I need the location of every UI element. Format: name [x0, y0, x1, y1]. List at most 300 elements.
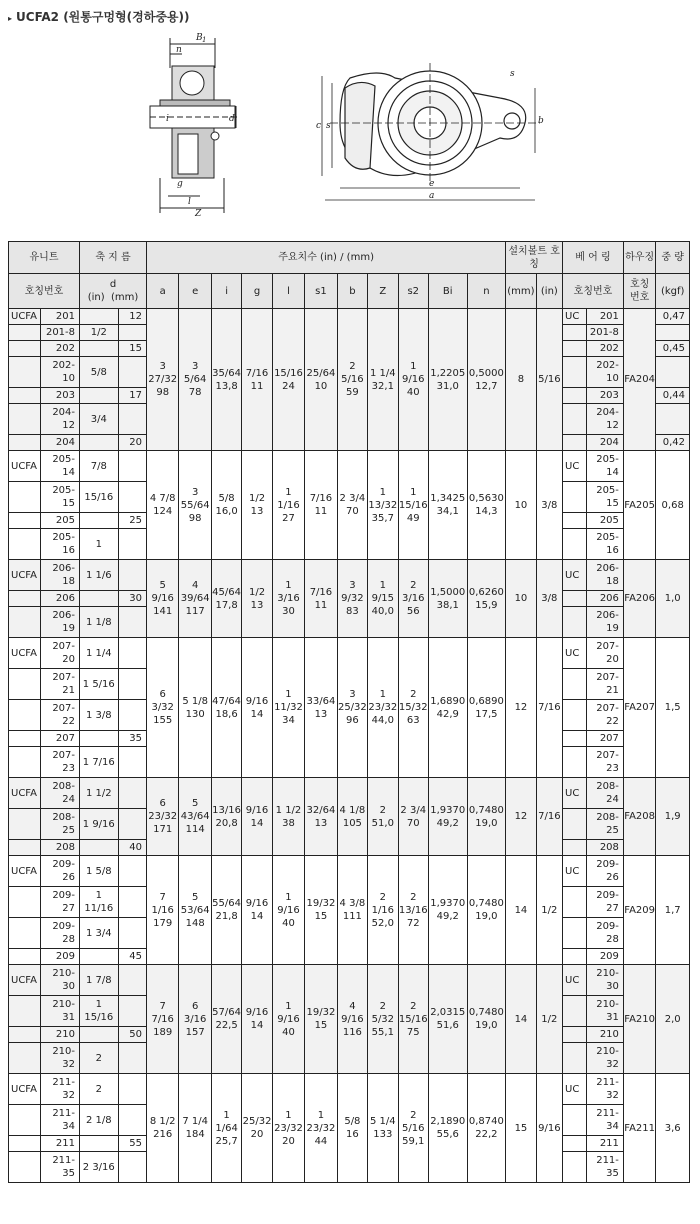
- bearing-number-cell: 206: [587, 591, 624, 607]
- bearing-number-cell: 206- 19: [587, 607, 624, 638]
- shaft-in-cell: 5/8: [80, 357, 119, 388]
- dim-b-cell: 4 1/8 105: [337, 778, 367, 856]
- unit-number-cell: 205- 14: [41, 451, 80, 482]
- dim-b-cell: 3 9/32 83: [337, 560, 367, 638]
- dim-l-cell: 1 9/16 40: [272, 856, 304, 965]
- housing-code-cell: FA208: [623, 778, 655, 856]
- dim-i-cell: 45/64 17,8: [211, 560, 241, 638]
- unit-prefix-cell: [9, 482, 41, 513]
- shaft-in-cell: 2: [80, 1074, 119, 1105]
- dim-b-cell: 4 3/8 111: [337, 856, 367, 965]
- shaft-in-cell: 1: [80, 529, 119, 560]
- bearing-number-cell: 210- 32: [587, 1043, 624, 1074]
- unit-number-cell: 209- 26: [41, 856, 80, 887]
- bearing-number-cell: 207- 22: [587, 700, 624, 731]
- dim-g-cell: 25/32 20: [242, 1074, 272, 1183]
- bearing-prefix-cell: [563, 949, 587, 965]
- label-l: l: [188, 197, 191, 207]
- unit-number-cell: 202- 10: [41, 357, 80, 388]
- spec-table: [8, 241, 690, 1183]
- dim-g-cell: 7/16 11: [242, 309, 272, 451]
- dim-l-cell: 1 1/2 38: [272, 778, 304, 856]
- housing-code-cell: FA206: [623, 560, 655, 638]
- unit-number-cell: 201: [41, 309, 80, 325]
- dim-b-cell: 2 3/4 70: [337, 451, 367, 560]
- dim-b-cell: 2 5/16 59: [337, 309, 367, 451]
- table-row: [9, 778, 690, 809]
- weight-cell: 1,7: [656, 856, 690, 965]
- header-i: i: [211, 274, 241, 309]
- shaft-in-cell: 15/16: [80, 482, 119, 513]
- header-g: g: [242, 274, 272, 309]
- unit-number-cell: 211: [41, 1136, 80, 1152]
- weight-cell: 0,47: [656, 309, 690, 325]
- dim-bolt_mm-cell: 14: [506, 965, 536, 1074]
- dim-g-cell: 1/2 13: [242, 451, 272, 560]
- unit-prefix-cell: [9, 591, 41, 607]
- unit-prefix-cell: [9, 996, 41, 1027]
- unit-prefix-cell: [9, 513, 41, 529]
- dim-i-cell: 55/64 21,8: [211, 856, 241, 965]
- dim-bolt_mm-cell: 12: [506, 778, 536, 856]
- weight-cell: [656, 404, 690, 435]
- shaft-mm-cell: 15: [118, 341, 146, 357]
- dim-s1-cell: 19/32 15: [305, 856, 337, 965]
- unit-prefix-cell: [9, 731, 41, 747]
- dim-a-cell: 8 1/2 216: [146, 1074, 178, 1183]
- dim-s1-cell: 33/64 13: [305, 638, 337, 778]
- bearing-number-cell: 210: [587, 1027, 624, 1043]
- dim-bolt_in-cell: 5/16: [536, 309, 562, 451]
- header-housing: 하우징: [623, 242, 655, 274]
- weight-cell: [656, 325, 690, 341]
- dim-bolt_mm-cell: 10: [506, 451, 536, 560]
- housing-code-cell: FA207: [623, 638, 655, 778]
- dim-g-cell: 9/16 14: [242, 638, 272, 778]
- shaft-mm-cell: [118, 1043, 146, 1074]
- dim-s2-cell: 2 3/16 56: [398, 560, 428, 638]
- dim-s1-cell: 19/32 15: [305, 965, 337, 1074]
- bearing-prefix-cell: [563, 1105, 587, 1136]
- weight-cell: 2,0: [656, 965, 690, 1074]
- unit-prefix-cell: [9, 1152, 41, 1183]
- dim-bolt_mm-cell: 8: [506, 309, 536, 451]
- label-c: c: [316, 121, 322, 131]
- dim-s2-cell: 2 15/16 75: [398, 965, 428, 1074]
- header-s1: s1: [305, 274, 337, 309]
- label-e: e: [429, 179, 435, 189]
- table-row: [9, 638, 690, 669]
- bearing-prefix-cell: [563, 1152, 587, 1183]
- unit-number-cell: 204- 12: [41, 404, 80, 435]
- bearing-prefix-cell: UC: [563, 451, 587, 482]
- shaft-mm-cell: [118, 357, 146, 388]
- bearing-prefix-cell: UC: [563, 1074, 587, 1105]
- unit-number-cell: 205- 15: [41, 482, 80, 513]
- dim-Bi-cell: 1,5000 38,1: [428, 560, 467, 638]
- shaft-in-cell: 1 1/8: [80, 607, 119, 638]
- unit-prefix-cell: [9, 341, 41, 357]
- dim-bolt_in-cell: 7/16: [536, 638, 562, 778]
- unit-prefix-cell: [9, 809, 41, 840]
- shaft-in-cell: 1 1/2: [80, 778, 119, 809]
- table-row: [9, 309, 690, 325]
- shaft-mm-cell: [118, 887, 146, 918]
- spec-table-body: [9, 309, 690, 1183]
- dim-i-cell: 47/64 18,6: [211, 638, 241, 778]
- bearing-prefix-cell: UC: [563, 560, 587, 591]
- table-row: [9, 965, 690, 996]
- bearing-number-cell: 207- 20: [587, 638, 624, 669]
- shaft-mm-cell: [118, 778, 146, 809]
- bearing-prefix-cell: UC: [563, 309, 587, 325]
- header-unit: 유니트: [9, 242, 80, 274]
- dim-l-cell: 1 9/16 40: [272, 965, 304, 1074]
- label-B1: B: [196, 33, 203, 43]
- unit-number-cell: 211- 35: [41, 1152, 80, 1183]
- shaft-mm-cell: [118, 529, 146, 560]
- unit-prefix-cell: UCFA: [9, 638, 41, 669]
- unit-prefix-cell: UCFA: [9, 451, 41, 482]
- unit-number-cell: 207: [41, 731, 80, 747]
- dim-s1-cell: 7/16 11: [305, 560, 337, 638]
- shaft-in-cell: 2 1/8: [80, 1105, 119, 1136]
- dim-Z-cell: 1 9/15 40,0: [368, 560, 398, 638]
- bearing-prefix-cell: [563, 669, 587, 700]
- unit-number-cell: 204: [41, 435, 80, 451]
- shaft-in-cell: [80, 309, 119, 325]
- header-d-label: d: [109, 279, 117, 290]
- bearing-number-cell: 209- 27: [587, 887, 624, 918]
- bearing-prefix-cell: [563, 404, 587, 435]
- dim-s1-cell: 7/16 11: [305, 451, 337, 560]
- unit-prefix-cell: [9, 700, 41, 731]
- dim-Bi-cell: 1,2205 31,0: [428, 309, 467, 451]
- bearing-prefix-cell: [563, 325, 587, 341]
- unit-prefix-cell: [9, 747, 41, 778]
- shaft-mm-cell: [118, 965, 146, 996]
- dim-g-cell: 9/16 14: [242, 778, 272, 856]
- bearing-number-cell: 209: [587, 949, 624, 965]
- dim-Z-cell: 5 1/4 133: [368, 1074, 398, 1183]
- dim-s1-cell: 32/64 13: [305, 778, 337, 856]
- weight-cell: 1,0: [656, 560, 690, 638]
- dim-bolt_mm-cell: 14: [506, 856, 536, 965]
- triangle-bullet-icon: ▸: [8, 14, 13, 23]
- dim-b-cell: 4 9/16 116: [337, 965, 367, 1074]
- unit-prefix-cell: [9, 1043, 41, 1074]
- bearing-prefix-cell: UC: [563, 856, 587, 887]
- header-l: l: [272, 274, 304, 309]
- bearing-number-cell: 202: [587, 341, 624, 357]
- dim-n-cell: 0,6260 15,9: [467, 560, 506, 638]
- shaft-mm-cell: [118, 1105, 146, 1136]
- shaft-in-cell: [80, 731, 119, 747]
- unit-number-cell: 207- 22: [41, 700, 80, 731]
- dim-Z-cell: 1 13/32 35,7: [368, 451, 398, 560]
- header-bearing: 베 어 링: [563, 242, 624, 274]
- dim-bolt_in-cell: 1/2: [536, 856, 562, 965]
- unit-number-cell: 210: [41, 1027, 80, 1043]
- dim-n-cell: 0,5630 14,3: [467, 451, 506, 560]
- header-main-dims: 주요치수 (in) / (mm): [146, 242, 505, 274]
- bearing-prefix-cell: [563, 747, 587, 778]
- bearing-number-cell: 207- 21: [587, 669, 624, 700]
- shaft-mm-cell: [118, 809, 146, 840]
- dim-n-cell: 0,6890 17,5: [467, 638, 506, 778]
- unit-prefix-cell: [9, 607, 41, 638]
- bearing-prefix-cell: UC: [563, 965, 587, 996]
- unit-prefix-cell: [9, 435, 41, 451]
- unit-prefix-cell: [9, 388, 41, 404]
- bearing-number-cell: 201: [587, 309, 624, 325]
- shaft-in-cell: 1 1/6: [80, 560, 119, 591]
- shaft-in-cell: 1 7/16: [80, 747, 119, 778]
- header-bolt-mm: (mm): [506, 274, 536, 309]
- shaft-in-cell: 2: [80, 1043, 119, 1074]
- label-s2: s: [326, 121, 331, 131]
- unit-prefix-cell: UCFA: [9, 965, 41, 996]
- bearing-prefix-cell: [563, 357, 587, 388]
- unit-prefix-cell: [9, 669, 41, 700]
- bearing-prefix-cell: UC: [563, 778, 587, 809]
- dim-Z-cell: 2 1/16 52,0: [368, 856, 398, 965]
- bearing-number-cell: 209- 26: [587, 856, 624, 887]
- dim-n-cell: 0,5000 12,7: [467, 309, 506, 451]
- shaft-mm-cell: 30: [118, 591, 146, 607]
- shaft-mm-cell: [118, 404, 146, 435]
- dim-e-cell: 3 5/64 78: [179, 309, 211, 451]
- bearing-number-cell: 211: [587, 1136, 624, 1152]
- header-e: e: [179, 274, 211, 309]
- bearing-number-cell: 209- 28: [587, 918, 624, 949]
- housing-code-cell: FA205: [623, 451, 655, 560]
- header-weight: 중 량: [656, 242, 690, 274]
- table-row: [9, 451, 690, 482]
- shaft-in-cell: 7/8: [80, 451, 119, 482]
- dim-Bi-cell: 1,3425 34,1: [428, 451, 467, 560]
- label-Z: Z: [195, 209, 202, 219]
- shaft-in-cell: 1 9/16: [80, 809, 119, 840]
- bearing-prefix-cell: [563, 700, 587, 731]
- shaft-mm-cell: 35: [118, 731, 146, 747]
- bearing-prefix-cell: [563, 529, 587, 560]
- dim-l-cell: 1 23/32 20: [272, 1074, 304, 1183]
- weight-cell: 0,44: [656, 388, 690, 404]
- dim-e-cell: 5 53/64 148: [179, 856, 211, 965]
- dim-i-cell: 13/16 20,8: [211, 778, 241, 856]
- dim-e-cell: 5 43/64 114: [179, 778, 211, 856]
- dim-e-cell: 6 3/16 157: [179, 965, 211, 1074]
- dim-e-cell: 7 1/4 184: [179, 1074, 211, 1183]
- dim-s2-cell: 1 9/16 40: [398, 309, 428, 451]
- bearing-number-cell: 208: [587, 840, 624, 856]
- unit-prefix-cell: [9, 887, 41, 918]
- housing-code-cell: FA204: [623, 309, 655, 451]
- bearing-number-cell: 205- 16: [587, 529, 624, 560]
- unit-number-cell: 211- 34: [41, 1105, 80, 1136]
- unit-number-cell: 206- 19: [41, 607, 80, 638]
- shaft-in-cell: [80, 840, 119, 856]
- table-row: [9, 560, 690, 591]
- shaft-in-cell: [80, 388, 119, 404]
- label-i: i: [166, 114, 169, 124]
- table-row: [9, 1074, 690, 1105]
- dim-i-cell: 1 1/64 25,7: [211, 1074, 241, 1183]
- bearing-prefix-cell: [563, 840, 587, 856]
- header-d-in: (in): [87, 292, 105, 303]
- bearing-number-cell: 211- 34: [587, 1105, 624, 1136]
- shaft-in-cell: 1 15/16: [80, 996, 119, 1027]
- unit-number-cell: 207- 23: [41, 747, 80, 778]
- header-bolt: 설치볼트 호 칭: [506, 242, 563, 274]
- shaft-mm-cell: 12: [118, 309, 146, 325]
- dim-Z-cell: 2 51,0: [368, 778, 398, 856]
- bearing-prefix-cell: [563, 482, 587, 513]
- header-d: [80, 274, 147, 309]
- bearing-number-cell: 210- 30: [587, 965, 624, 996]
- dim-Z-cell: 1 23/32 44,0: [368, 638, 398, 778]
- unit-prefix-cell: [9, 529, 41, 560]
- dim-a-cell: 7 1/16 179: [146, 856, 178, 965]
- side-view-drawing: [150, 38, 240, 213]
- header-bearing-code: 호칭번호: [563, 274, 624, 309]
- shaft-mm-cell: [118, 856, 146, 887]
- unit-prefix-cell: [9, 1136, 41, 1152]
- unit-number-cell: 210- 30: [41, 965, 80, 996]
- shaft-in-cell: [80, 949, 119, 965]
- unit-number-cell: 211- 32: [41, 1074, 80, 1105]
- unit-number-cell: 210- 31: [41, 996, 80, 1027]
- shaft-mm-cell: [118, 669, 146, 700]
- dim-b-cell: 3 25/32 96: [337, 638, 367, 778]
- dim-bolt_in-cell: 1/2: [536, 965, 562, 1074]
- label-n: n: [176, 45, 182, 55]
- unit-prefix-cell: [9, 357, 41, 388]
- shaft-in-cell: 1 11/16: [80, 887, 119, 918]
- label-b: b: [538, 116, 544, 126]
- header-bolt-in: (in): [536, 274, 562, 309]
- shaft-mm-cell: 45: [118, 949, 146, 965]
- shaft-mm-cell: 50: [118, 1027, 146, 1043]
- unit-number-cell: 208- 25: [41, 809, 80, 840]
- bearing-number-cell: 208- 25: [587, 809, 624, 840]
- shaft-in-cell: [80, 1027, 119, 1043]
- bearing-number-cell: 204- 12: [587, 404, 624, 435]
- header-s2: s2: [398, 274, 428, 309]
- header-n: n: [467, 274, 506, 309]
- dim-a-cell: 6 23/32 171: [146, 778, 178, 856]
- unit-prefix-cell: [9, 1105, 41, 1136]
- dim-n-cell: 0,7480 19,0: [467, 778, 506, 856]
- bearing-prefix-cell: [563, 341, 587, 357]
- dim-e-cell: 3 55/64 98: [179, 451, 211, 560]
- header-housing-code: 호칭 번호: [623, 274, 655, 309]
- dim-s2-cell: 1 15/16 49: [398, 451, 428, 560]
- shaft-in-cell: 1 5/8: [80, 856, 119, 887]
- unit-prefix-cell: [9, 1027, 41, 1043]
- dim-bolt_in-cell: 9/16: [536, 1074, 562, 1183]
- dim-b-cell: 5/8 16: [337, 1074, 367, 1183]
- unit-prefix-cell: UCFA: [9, 560, 41, 591]
- shaft-mm-cell: [118, 451, 146, 482]
- unit-prefix-cell: [9, 404, 41, 435]
- dim-bolt_in-cell: 3/8: [536, 560, 562, 638]
- bearing-prefix-cell: [563, 809, 587, 840]
- dim-a-cell: 6 3/32 155: [146, 638, 178, 778]
- bearing-number-cell: 204: [587, 435, 624, 451]
- unit-number-cell: 206: [41, 591, 80, 607]
- bearing-prefix-cell: [563, 513, 587, 529]
- dim-bolt_in-cell: 7/16: [536, 778, 562, 856]
- shaft-mm-cell: [118, 1074, 146, 1105]
- header-weight-unit: (kgf): [656, 274, 690, 309]
- dim-bolt_mm-cell: 15: [506, 1074, 536, 1183]
- dim-n-cell: 0,7480 19,0: [467, 965, 506, 1074]
- table-row: [9, 856, 690, 887]
- header-b: b: [337, 274, 367, 309]
- bearing-number-cell: 206- 18: [587, 560, 624, 591]
- unit-number-cell: 209: [41, 949, 80, 965]
- bearing-prefix-cell: [563, 918, 587, 949]
- bearing-number-cell: 207: [587, 731, 624, 747]
- unit-number-cell: 203: [41, 388, 80, 404]
- unit-prefix-cell: UCFA: [9, 309, 41, 325]
- shaft-mm-cell: [118, 560, 146, 591]
- bearing-prefix-cell: [563, 887, 587, 918]
- dim-e-cell: 5 1/8 130: [179, 638, 211, 778]
- shaft-mm-cell: 17: [118, 388, 146, 404]
- shaft-in-cell: 2 3/16: [80, 1152, 119, 1183]
- header-Bi: Bi: [428, 274, 467, 309]
- dim-l-cell: 1 11/32 34: [272, 638, 304, 778]
- dim-a-cell: 3 27/32 98: [146, 309, 178, 451]
- bearing-prefix-cell: [563, 591, 587, 607]
- technical-drawing: [0, 28, 700, 240]
- dim-a-cell: 7 7/16 189: [146, 965, 178, 1074]
- dim-s2-cell: 2 13/16 72: [398, 856, 428, 965]
- dim-i-cell: 5/8 16,0: [211, 451, 241, 560]
- dim-g-cell: 9/16 14: [242, 856, 272, 965]
- shaft-mm-cell: [118, 918, 146, 949]
- dim-g-cell: 1/2 13: [242, 560, 272, 638]
- dim-bolt_in-cell: 3/8: [536, 451, 562, 560]
- unit-number-cell: 209- 28: [41, 918, 80, 949]
- shaft-mm-cell: [118, 1152, 146, 1183]
- shaft-mm-cell: 55: [118, 1136, 146, 1152]
- unit-prefix-cell: UCFA: [9, 1074, 41, 1105]
- shaft-in-cell: 1 5/16: [80, 669, 119, 700]
- dim-Bi-cell: 1,9370 49,2: [428, 856, 467, 965]
- dim-l-cell: 1 1/16 27: [272, 451, 304, 560]
- unit-number-cell: 210- 32: [41, 1043, 80, 1074]
- weight-cell: 0,45: [656, 341, 690, 357]
- shaft-in-cell: [80, 341, 119, 357]
- header-Z: Z: [368, 274, 398, 309]
- shaft-mm-cell: [118, 325, 146, 341]
- shaft-in-cell: 1 1/4: [80, 638, 119, 669]
- dim-bolt_mm-cell: 12: [506, 638, 536, 778]
- dim-n-cell: 0,7480 19,0: [467, 856, 506, 965]
- weight-cell: 1,5: [656, 638, 690, 778]
- weight-cell: 1,9: [656, 778, 690, 856]
- unit-number-cell: 205: [41, 513, 80, 529]
- unit-number-cell: 208: [41, 840, 80, 856]
- label-a: a: [429, 191, 435, 201]
- housing-code-cell: FA210: [623, 965, 655, 1074]
- shaft-in-cell: 1 3/8: [80, 700, 119, 731]
- dim-Bi-cell: 2,0315 51,6: [428, 965, 467, 1074]
